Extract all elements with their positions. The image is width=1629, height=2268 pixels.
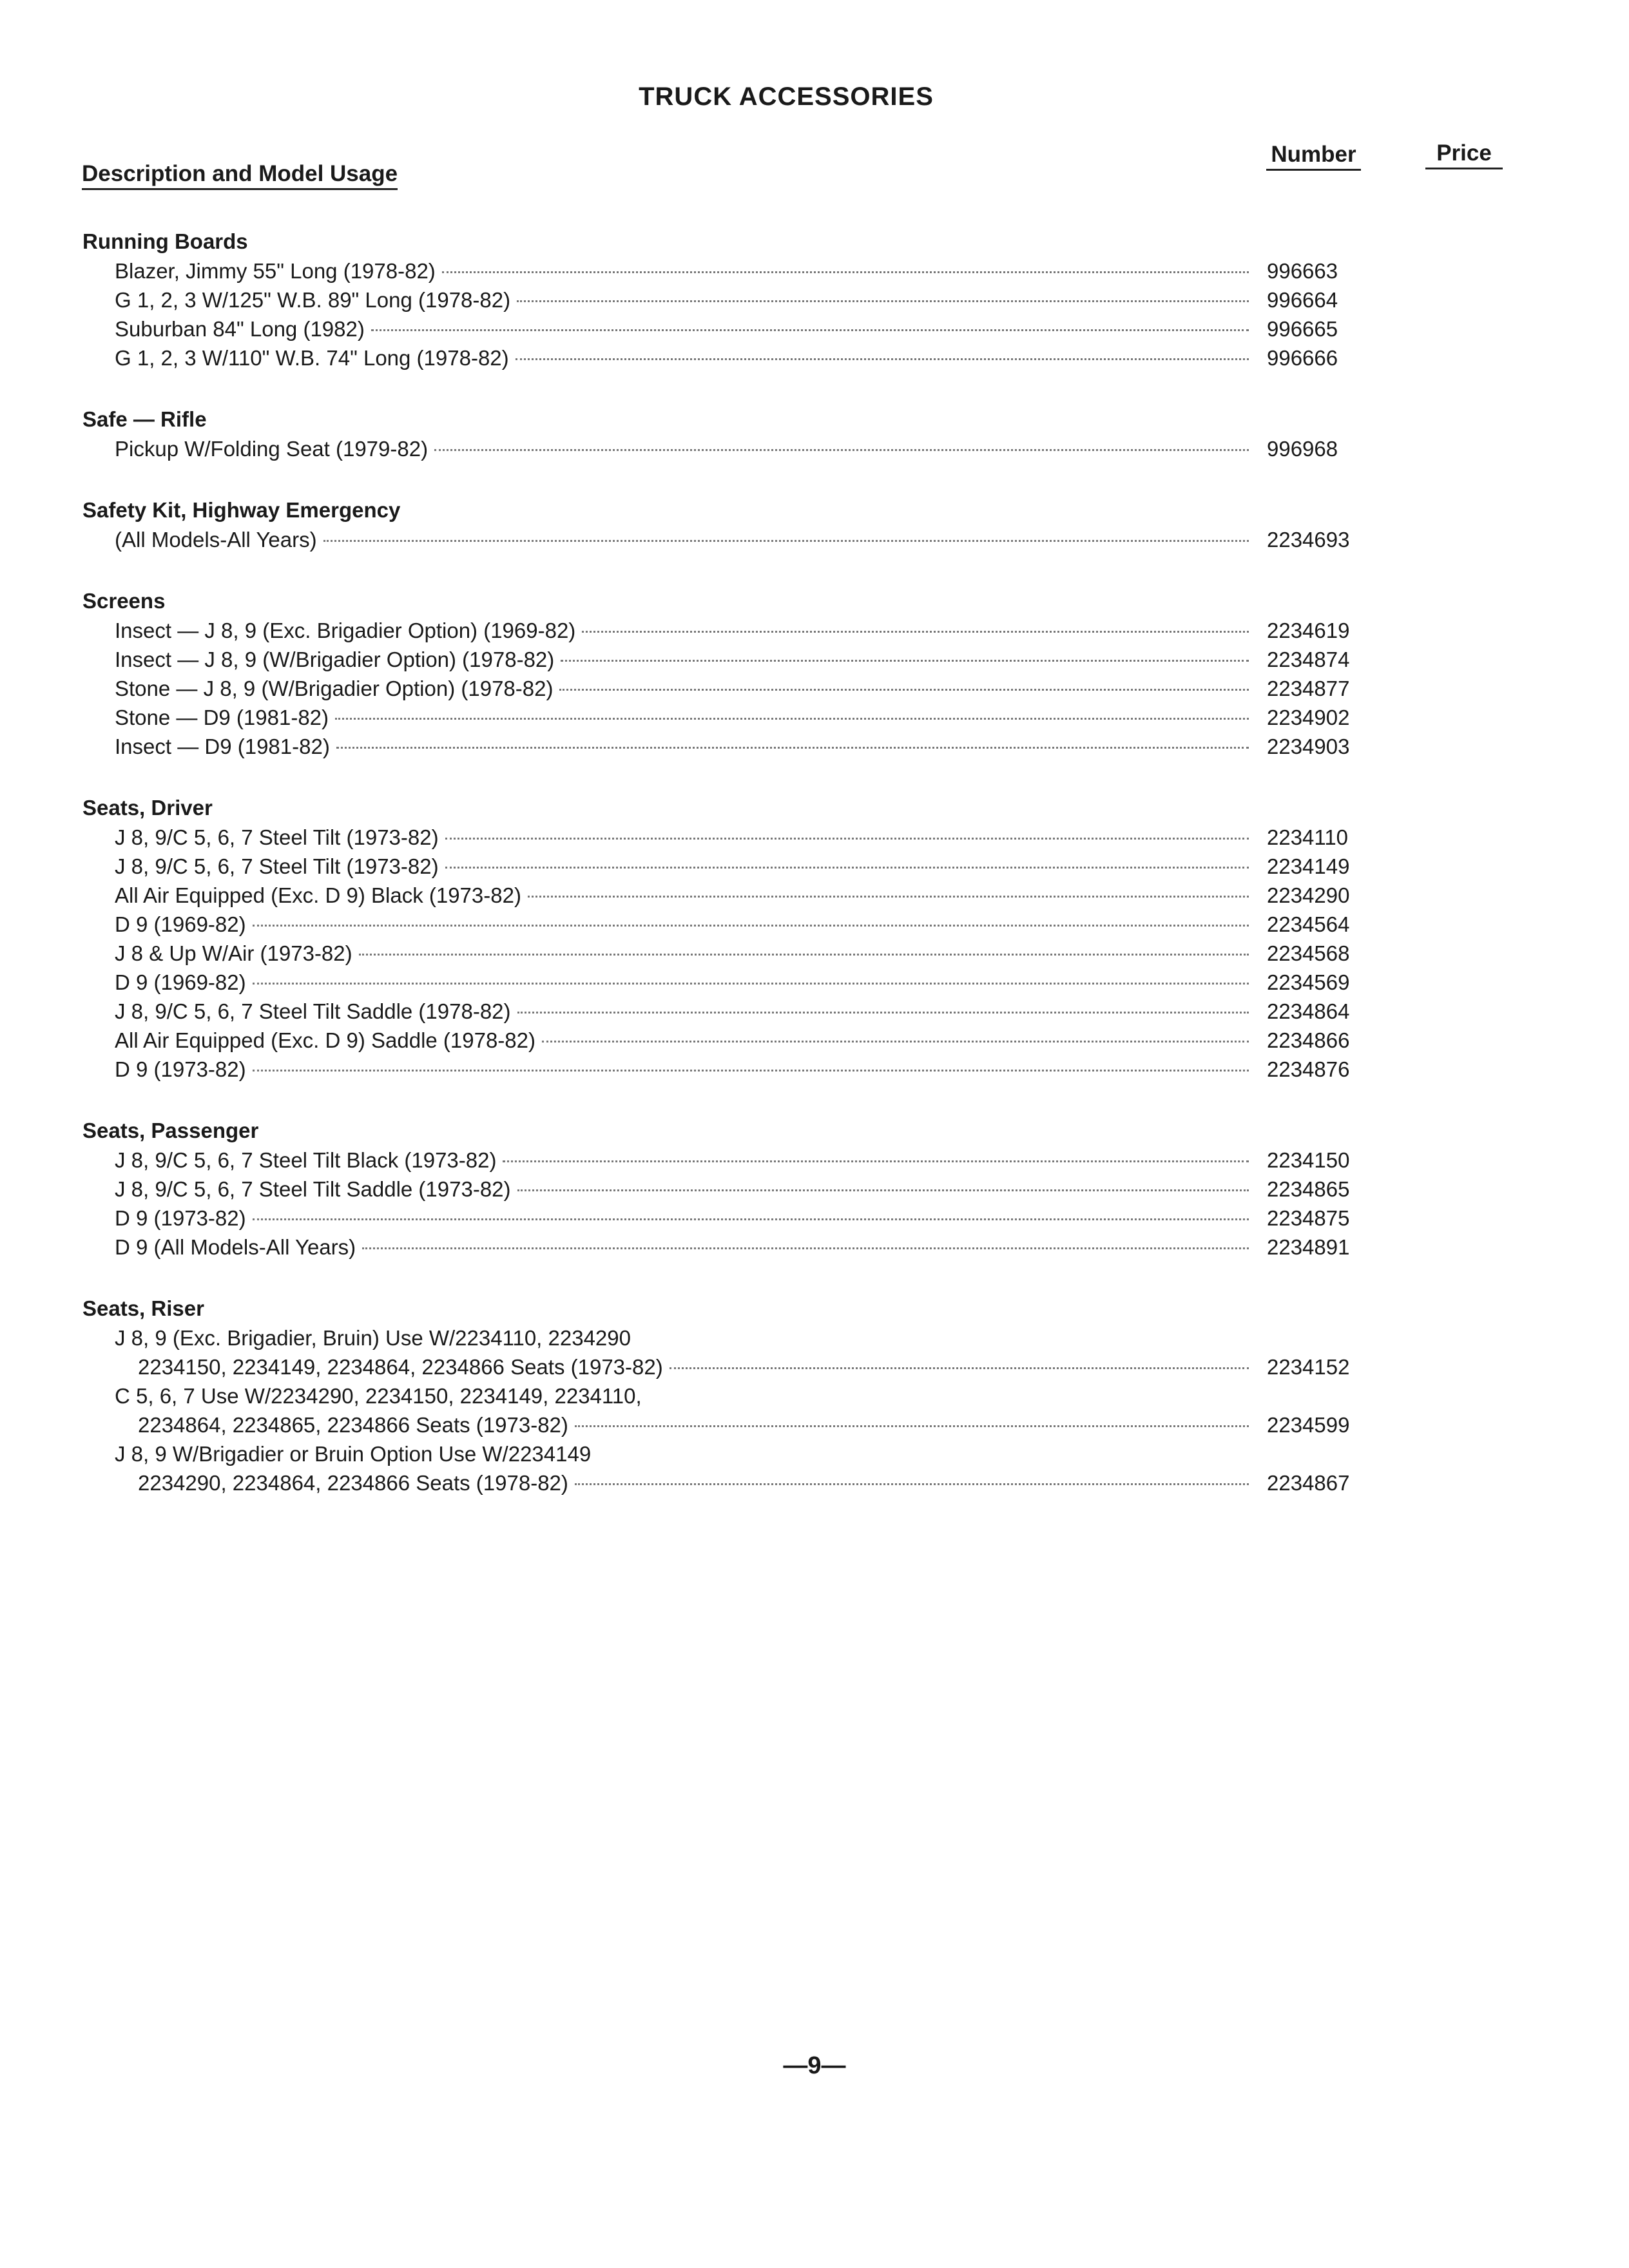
dot-leader [359, 953, 1249, 956]
item-description: Insect — J 8, 9 (Exc. Brigadier Option) (1969-82) [115, 619, 576, 642]
item-description: D 9 (All Models-All Years) [115, 1235, 356, 1259]
section-title: Safe — Rifle [82, 407, 207, 431]
number-column-header: Number [1266, 142, 1361, 171]
dot-leader [670, 1367, 1249, 1369]
dot-leader [582, 630, 1249, 633]
accessory-row [82, 1233, 1397, 1262]
dot-leader [517, 1011, 1249, 1014]
part-number: 2234902 [1267, 706, 1350, 729]
accessory-row [82, 285, 1397, 314]
accessory-row [82, 1439, 1397, 1468]
part-number: 2234149 [1267, 854, 1350, 878]
dot-leader [503, 1160, 1249, 1162]
part-number: 2234110 [1267, 825, 1349, 849]
dot-leader [362, 1247, 1249, 1249]
part-number: 2234903 [1267, 735, 1350, 758]
item-description: All Air Equipped (Exc. D 9) Saddle (1978-82) [115, 1028, 536, 1052]
part-number: 2234865 [1267, 1177, 1350, 1201]
description-column-header: Description and Model Usage [82, 161, 398, 190]
accessory-row [82, 1146, 1397, 1175]
section-title: Safety Kit, Highway Emergency [82, 498, 401, 522]
part-number: 2234874 [1267, 648, 1350, 671]
part-number: 2234875 [1267, 1206, 1350, 1230]
dot-leader [559, 688, 1249, 691]
item-description: J 8, 9 W/Brigadier or Bruin Option Use W/2234149 [115, 1442, 592, 1466]
part-number: 996968 [1267, 437, 1338, 461]
dot-leader [253, 1218, 1249, 1220]
dot-leader [542, 1040, 1249, 1043]
section-title: Running Boards [82, 229, 248, 253]
accessory-row [82, 1026, 1397, 1055]
accessory-section [82, 405, 1397, 463]
page-title: TRUCK ACCESSORIES [639, 82, 934, 111]
accessory-row [82, 703, 1397, 732]
item-description: Stone — D9 (1981-82) [115, 706, 329, 729]
part-number: 996666 [1267, 346, 1338, 370]
item-description: J 8, 9/C 5, 6, 7 Steel Tilt (1973-82) [115, 854, 439, 878]
item-description: D 9 (1969-82) [115, 912, 246, 936]
dot-leader [434, 448, 1249, 451]
part-number: 2234152 [1267, 1355, 1350, 1379]
accessory-row [82, 910, 1397, 939]
accessory-row [82, 968, 1397, 997]
item-description: Insect — D9 (1981-82) [115, 735, 330, 758]
part-number: 2234876 [1267, 1057, 1350, 1081]
dot-leader [561, 659, 1249, 662]
item-description: G 1, 2, 3 W/125" W.B. 89" Long (1978-82) [115, 288, 511, 312]
part-number: 2234877 [1267, 677, 1350, 700]
part-number: 2234290 [1267, 883, 1350, 907]
accessory-row [82, 525, 1397, 554]
price-column-header: Price [1425, 140, 1503, 169]
dot-leader [253, 982, 1249, 985]
item-description: D 9 (1973-82) [115, 1206, 246, 1230]
item-description: D 9 (1973-82) [115, 1057, 246, 1081]
dot-leader [371, 329, 1249, 331]
section-title: Seats, Driver [82, 796, 213, 820]
dot-leader [575, 1483, 1249, 1485]
dot-leader [253, 1069, 1249, 1072]
accessory-section [82, 793, 1397, 1084]
accessory-section [82, 495, 1397, 554]
accessory-row [82, 852, 1397, 881]
part-number: 996664 [1267, 288, 1338, 312]
item-description: (All Models-All Years) [115, 528, 317, 552]
dot-leader [517, 1189, 1249, 1191]
part-number: 2234599 [1267, 1413, 1350, 1437]
page-number: —9— [783, 2052, 846, 2079]
dot-leader [517, 300, 1249, 302]
accessory-row [82, 1175, 1397, 1204]
item-description: Insect — J 8, 9 (W/Brigadier Option) (1978-82) [115, 648, 555, 671]
accessory-row [82, 939, 1397, 968]
part-number: 2234864 [1267, 999, 1350, 1023]
item-description: J 8, 9 (Exc. Brigadier, Bruin) Use W/2234110, 2234290 [115, 1326, 631, 1350]
section-title: Screens [82, 589, 166, 613]
part-number: 2234891 [1267, 1235, 1350, 1259]
item-description: J 8 & Up W/Air (1973-82) [115, 941, 352, 965]
accessory-section [82, 1294, 1397, 1497]
dot-leader [323, 539, 1249, 542]
item-description: 2234290, 2234864, 2234866 Seats (1978-82) [138, 1471, 568, 1495]
part-number: 2234867 [1267, 1471, 1350, 1495]
dot-leader [253, 924, 1249, 927]
part-number: 996665 [1267, 317, 1338, 341]
accessory-section [82, 586, 1397, 761]
item-description: 2234864, 2234865, 2234866 Seats (1973-82) [138, 1413, 568, 1437]
accessory-row [82, 343, 1397, 372]
accessory-row [82, 823, 1397, 852]
dot-leader [528, 895, 1249, 898]
dot-leader [516, 358, 1249, 360]
dot-leader [575, 1425, 1249, 1427]
accessory-row [82, 1055, 1397, 1084]
accessory-row [82, 674, 1397, 703]
accessory-row [82, 616, 1397, 645]
accessory-row [82, 434, 1397, 463]
item-description: Pickup W/Folding Seat (1979-82) [115, 437, 429, 461]
accessory-row [82, 1410, 1397, 1439]
part-number: 2234564 [1267, 912, 1350, 936]
section-title: Seats, Passenger [82, 1119, 259, 1142]
accessory-row [82, 314, 1397, 343]
item-description: All Air Equipped (Exc. D 9) Black (1973-82) [115, 883, 521, 907]
item-description: 2234150, 2234149, 2234864, 2234866 Seats (1973-82) [138, 1355, 663, 1379]
part-number: 2234619 [1267, 619, 1350, 642]
item-description: J 8, 9/C 5, 6, 7 Steel Tilt Saddle (1973-82) [115, 1177, 511, 1201]
accessory-row [82, 1323, 1397, 1352]
dot-leader [336, 746, 1249, 749]
accessory-row [82, 1468, 1397, 1497]
item-description: D 9 (1969-82) [115, 970, 246, 994]
accessory-row [82, 1204, 1397, 1233]
dot-leader [335, 717, 1249, 720]
dot-leader [445, 837, 1249, 840]
accessory-section [82, 227, 1397, 372]
part-number: 2234693 [1267, 528, 1350, 552]
accessory-row [82, 997, 1397, 1026]
dot-leader [442, 271, 1249, 273]
accessory-section [82, 1116, 1397, 1262]
accessory-row [82, 1381, 1397, 1410]
item-description: J 8, 9/C 5, 6, 7 Steel Tilt (1973-82) [115, 825, 439, 849]
item-description: C 5, 6, 7 Use W/2234290, 2234150, 2234149, 2234110, [115, 1384, 642, 1408]
section-title: Seats, Riser [82, 1296, 204, 1320]
accessory-row [82, 881, 1397, 910]
part-number: 2234568 [1267, 941, 1350, 965]
item-description: J 8, 9/C 5, 6, 7 Steel Tilt Saddle (1978-82) [115, 999, 511, 1023]
item-description: Suburban 84" Long (1982) [115, 317, 365, 341]
accessory-row [82, 732, 1397, 761]
accessory-row [82, 645, 1397, 674]
part-number: 2234866 [1267, 1028, 1350, 1052]
item-description: G 1, 2, 3 W/110" W.B. 74" Long (1978-82) [115, 346, 509, 370]
part-number: 2234569 [1267, 970, 1350, 994]
dot-leader [445, 866, 1249, 869]
part-number: 2234150 [1267, 1148, 1350, 1172]
accessory-row [82, 256, 1397, 285]
item-description: Blazer, Jimmy 55" Long (1978-82) [115, 259, 436, 283]
item-description: Stone — J 8, 9 (W/Brigadier Option) (1978-82) [115, 677, 554, 700]
accessory-row [82, 1352, 1397, 1381]
item-description: J 8, 9/C 5, 6, 7 Steel Tilt Black (1973-82) [115, 1148, 497, 1172]
part-number: 996663 [1267, 259, 1338, 283]
accessory-list [82, 227, 1397, 1530]
